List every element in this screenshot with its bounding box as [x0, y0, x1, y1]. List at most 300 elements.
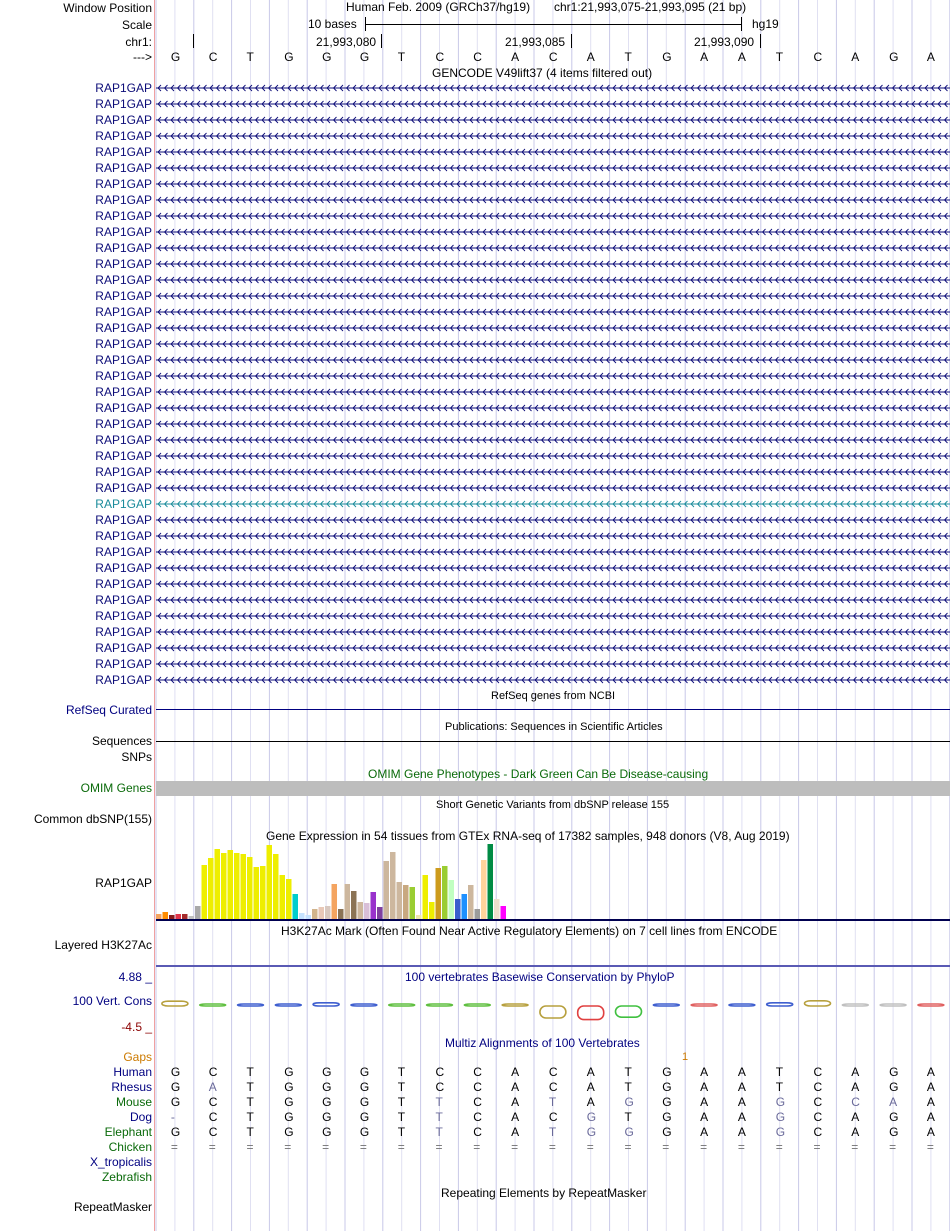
- aligned-base: T: [397, 1080, 406, 1094]
- aligned-base: A: [700, 1065, 709, 1079]
- gtex-bar-chart[interactable]: [156, 843, 950, 921]
- aligned-base: C: [548, 1065, 558, 1079]
- gencode-gene-label[interactable]: RAP1GAP: [95, 129, 152, 143]
- aligned-base: T: [624, 1065, 632, 1079]
- aligned-base: G: [170, 1080, 181, 1094]
- aligned-base: T: [548, 1095, 557, 1109]
- refseq-label[interactable]: RefSeq Curated: [65, 703, 152, 717]
- gtex-tissue-bar: [345, 884, 351, 919]
- gtex-tissue-bar: [312, 909, 318, 919]
- aligned-base: =: [322, 1140, 330, 1154]
- aligned-base: G: [322, 1110, 332, 1124]
- aligned-base: G: [889, 1125, 899, 1139]
- aligned-base: A: [208, 1080, 217, 1094]
- aligned-base: T: [435, 1095, 443, 1109]
- gtex-tissue-bar: [371, 892, 377, 919]
- aligned-base: A: [511, 1095, 520, 1109]
- aligned-base: A: [851, 1080, 860, 1094]
- gtex-tissue-bar: [221, 853, 227, 919]
- base-letter: G: [889, 50, 899, 64]
- repeat-label[interactable]: RepeatMasker: [73, 1200, 152, 1214]
- base-letter: G: [359, 50, 370, 64]
- aligned-base: A: [737, 1080, 746, 1094]
- aligned-base: C: [473, 1125, 482, 1139]
- gencode-gene-label[interactable]: RAP1GAP: [95, 305, 152, 319]
- gencode-gene-label[interactable]: RAP1GAP: [95, 81, 152, 95]
- pubs-track-title[interactable]: Publications: Sequences in Scientific Articles: [445, 721, 663, 733]
- dbsnp-track-title[interactable]: Short Genetic Variants from dbSNP release 155: [436, 799, 670, 811]
- gencode-gene-label[interactable]: RAP1GAP: [95, 657, 152, 671]
- conservation-mark: [729, 1004, 755, 1006]
- gtex-tissue-bar: [293, 894, 299, 919]
- gencode-gene-label[interactable]: RAP1GAP: [95, 225, 152, 239]
- gtex-tissue-bar: [462, 894, 468, 919]
- gencode-gene-label[interactable]: RAP1GAP: [95, 401, 152, 415]
- conservation-mark: [918, 1004, 944, 1006]
- aligned-base: G: [359, 1080, 370, 1094]
- ruler-tick: [760, 34, 761, 48]
- aligned-base: =: [889, 1140, 897, 1154]
- gtex-tissue-bar: [358, 902, 364, 919]
- aligned-base: T: [775, 1080, 784, 1094]
- gtex-tissue-bar: [228, 850, 234, 919]
- pubs-line[interactable]: [156, 741, 950, 742]
- gtex-tissue-bar: [325, 906, 331, 919]
- gtex-tissue-bar: [260, 866, 266, 919]
- base-letter: G: [284, 50, 294, 64]
- h3k27-track-title[interactable]: H3K27Ac Mark (Often Found Near Active Regulatory Elements) on 7 cell lines from ENCODE: [281, 924, 778, 938]
- gtex-tissue-bar: [247, 857, 253, 919]
- aligned-base: C: [435, 1080, 445, 1094]
- aligned-base: G: [322, 1080, 332, 1094]
- conservation-mark: [880, 1004, 906, 1006]
- base-letter: A: [700, 50, 709, 64]
- gtex-tissue-bar: [319, 907, 325, 919]
- ruler-tick: [381, 34, 382, 48]
- gtex-tissue-bar: [494, 899, 500, 919]
- gtex-tissue-bar: [332, 884, 338, 919]
- aligned-base: T: [624, 1080, 632, 1094]
- gtex-tissue-bar: [468, 885, 474, 919]
- gtex-tissue-bar: [234, 853, 240, 919]
- gtex-tissue-bar: [455, 899, 461, 919]
- aligned-base: G: [662, 1095, 672, 1109]
- aligned-base: G: [284, 1080, 294, 1094]
- gtex-tissue-bar: [351, 891, 357, 919]
- aligned-base: G: [284, 1110, 294, 1124]
- conservation-mark: [427, 1004, 453, 1006]
- gaps-mark: 1: [682, 1051, 689, 1063]
- aligned-base: A: [851, 1125, 860, 1139]
- conservation-mark: [502, 1004, 528, 1006]
- aligned-base: A: [511, 1080, 520, 1094]
- base-letter: C: [435, 50, 445, 64]
- gtex-tissue-bar: [267, 845, 273, 919]
- aligned-base: T: [397, 1125, 406, 1139]
- aligned-base: A: [511, 1110, 520, 1124]
- strand-label: --->: [133, 50, 152, 64]
- aligned-base: A: [926, 1080, 935, 1094]
- aligned-base: G: [662, 1065, 672, 1079]
- gencode-gene-label[interactable]: RAP1GAP: [95, 609, 152, 623]
- base-letter: T: [246, 50, 254, 64]
- aligned-base: =: [246, 1140, 254, 1154]
- sequences-label[interactable]: Sequences: [91, 734, 152, 748]
- species-label[interactable]: Elephant: [104, 1125, 152, 1139]
- snps-label[interactable]: SNPs: [121, 750, 152, 764]
- aligned-base: A: [737, 1065, 746, 1079]
- aligned-base: C: [813, 1080, 823, 1094]
- aligned-base: C: [473, 1080, 482, 1094]
- aligned-base: C: [813, 1125, 823, 1139]
- gtex-tissue-bar: [195, 906, 201, 919]
- cons-label[interactable]: 100 Vert. Cons: [72, 994, 152, 1008]
- aligned-base: A: [700, 1080, 709, 1094]
- omim-label[interactable]: OMIM Genes: [80, 781, 152, 795]
- ruler-tick-label: 21,993,090: [694, 35, 755, 49]
- base-letter: A: [737, 50, 746, 64]
- aligned-base: C: [208, 1095, 218, 1109]
- gtex-tissue-bar: [286, 879, 292, 919]
- base-letter: T: [397, 50, 406, 64]
- aligned-base: G: [889, 1065, 899, 1079]
- gencode-gene-label[interactable]: RAP1GAP: [95, 545, 152, 559]
- gtex-tissue-bar: [488, 844, 494, 919]
- aligned-base: C: [435, 1065, 445, 1079]
- aligned-base: T: [624, 1110, 632, 1124]
- gtex-tissue-bar: [384, 861, 390, 919]
- aligned-base: T: [548, 1125, 557, 1139]
- gencode-gene-label[interactable]: RAP1GAP: [95, 289, 152, 303]
- gencode-gene-label[interactable]: RAP1GAP: [95, 561, 152, 575]
- gtex-tissue-bar: [410, 887, 416, 919]
- conservation-mark: [313, 1003, 339, 1006]
- gencode-gene-label[interactable]: RAP1GAP: [95, 593, 152, 607]
- gtex-tissue-bar: [423, 875, 429, 919]
- gencode-gene-label[interactable]: RAP1GAP: [95, 257, 152, 271]
- gtex-tissue-bar: [449, 880, 455, 919]
- scale-db: hg19: [752, 17, 779, 31]
- aligned-base: T: [397, 1095, 406, 1109]
- conservation-mark: [767, 1003, 793, 1006]
- aligned-base: =: [662, 1140, 670, 1154]
- gtex-tissue-bar: [338, 909, 344, 919]
- aligned-base: A: [737, 1095, 746, 1109]
- base-letter: A: [586, 50, 595, 64]
- aligned-base: T: [397, 1065, 406, 1079]
- aligned-base: =: [435, 1140, 443, 1154]
- aligned-base: =: [851, 1140, 859, 1154]
- gencode-gene-label[interactable]: RAP1GAP: [95, 417, 152, 431]
- species-label[interactable]: Mouse: [115, 1095, 152, 1109]
- species-label[interactable]: Chicken: [108, 1140, 152, 1154]
- conservation-mark: [578, 1006, 604, 1020]
- aligned-base: A: [851, 1110, 860, 1124]
- gtex-track-title[interactable]: Gene Expression in 54 tissues from GTEx RNA-seq of 17382 samples, 948 donors (V8, Aug 2019): [266, 829, 790, 843]
- aligned-base: T: [397, 1110, 406, 1124]
- aligned-base: =: [511, 1140, 519, 1154]
- ruler-tick: [571, 34, 572, 48]
- aligned-base: A: [586, 1095, 595, 1109]
- aligned-base: C: [548, 1080, 558, 1094]
- gencode-gene-label[interactable]: RAP1GAP: [95, 513, 152, 527]
- aligned-base: G: [359, 1065, 370, 1079]
- gaps-label[interactable]: Gaps: [123, 1050, 152, 1064]
- aligned-base: G: [322, 1095, 332, 1109]
- position-title: chr1:21,993,075-21,993,095 (21 bp): [554, 0, 747, 14]
- conservation-mark: [238, 1004, 264, 1006]
- aligned-base: G: [775, 1125, 786, 1139]
- gtex-tissue-bar: [481, 860, 487, 919]
- aligned-base: C: [473, 1095, 482, 1109]
- gtex-tissue-bar: [241, 854, 247, 919]
- conservation-mark: [842, 1004, 868, 1006]
- dbsnp-label[interactable]: Common dbSNP(155): [33, 812, 152, 826]
- base-letter: C: [473, 50, 482, 64]
- gencode-gene-label[interactable]: RAP1GAP: [95, 577, 152, 591]
- aligned-base: G: [359, 1095, 370, 1109]
- aligned-base: =: [284, 1140, 292, 1154]
- gencode-track-title[interactable]: GENCODE V49lift37 (4 items filtered out): [432, 66, 653, 80]
- aligned-base: A: [700, 1095, 709, 1109]
- scale-text: 10 bases: [308, 17, 357, 31]
- aligned-base: A: [737, 1110, 746, 1124]
- aligned-base: G: [775, 1095, 786, 1109]
- ruler-tick-left: [193, 34, 194, 48]
- cons-min-label: -4.5 _: [121, 1020, 152, 1034]
- conservation-logo[interactable]: [156, 984, 950, 1030]
- aligned-base: A: [511, 1125, 520, 1139]
- aligned-base: =: [813, 1140, 821, 1154]
- gencode-gene-label[interactable]: RAP1GAP: [95, 481, 152, 495]
- gtex-tissue-bar: [501, 906, 507, 919]
- aligned-base: G: [662, 1125, 672, 1139]
- gencode-gene-label[interactable]: RAP1GAP: [95, 241, 152, 255]
- aligned-base: A: [700, 1125, 709, 1139]
- gencode-gene-label[interactable]: RAP1GAP: [95, 625, 152, 639]
- gencode-gene-label[interactable]: RAP1GAP: [95, 209, 152, 223]
- gencode-gene-label[interactable]: RAP1GAP: [95, 177, 152, 191]
- gencode-gene-label[interactable]: RAP1GAP: [95, 273, 152, 287]
- aligned-base: C: [473, 1110, 482, 1124]
- gtex-tissue-bar: [364, 903, 370, 919]
- gtex-tissue-bar: [397, 882, 403, 919]
- aligned-base: G: [662, 1110, 672, 1124]
- h3k27-label[interactable]: Layered H3K27Ac: [54, 938, 152, 952]
- aligned-base: =: [624, 1140, 632, 1154]
- aligned-base: =: [775, 1140, 783, 1154]
- cons-track-title[interactable]: 100 vertebrates Basewise Conservation by PhyloP: [405, 970, 675, 984]
- aligned-base: =: [737, 1140, 745, 1154]
- gencode-gene-label[interactable]: RAP1GAP: [95, 353, 152, 367]
- omim-feature-bar[interactable]: [156, 781, 950, 796]
- gencode-gene-label[interactable]: RAP1GAP: [95, 529, 152, 543]
- base-letter: G: [322, 50, 332, 64]
- aligned-base: C: [208, 1110, 218, 1124]
- gencode-gene-label[interactable]: RAP1GAP: [95, 641, 152, 655]
- aligned-base: C: [813, 1110, 823, 1124]
- aligned-base: A: [926, 1125, 935, 1139]
- aligned-base: A: [926, 1095, 935, 1109]
- aligned-base: G: [624, 1095, 634, 1109]
- aligned-base: G: [170, 1065, 181, 1079]
- gencode-gene-label[interactable]: RAP1GAP: [95, 337, 152, 351]
- aligned-base: A: [889, 1095, 898, 1109]
- aligned-base: =: [700, 1140, 708, 1154]
- aligned-base: T: [246, 1065, 254, 1079]
- aligned-base: G: [662, 1080, 672, 1094]
- refseq-track-title[interactable]: RefSeq genes from NCBI: [491, 690, 616, 702]
- aligned-base: C: [208, 1125, 218, 1139]
- aligned-base: G: [889, 1110, 899, 1124]
- aligned-base: -: [170, 1110, 175, 1124]
- gtex-tissue-bar: [429, 902, 435, 919]
- conservation-mark: [275, 1004, 301, 1006]
- base-letter: C: [208, 50, 218, 64]
- gencode-gene-label[interactable]: RAP1GAP: [95, 97, 152, 111]
- conservation-mark: [653, 1004, 679, 1006]
- scale-label: Scale: [121, 18, 152, 32]
- scale-bar-right-tick: [741, 17, 742, 31]
- gencode-gene-label[interactable]: RAP1GAP: [95, 385, 152, 399]
- gtex-label[interactable]: RAP1GAP: [95, 876, 152, 890]
- gtex-tissue-bar: [436, 868, 442, 919]
- gencode-gene-label[interactable]: RAP1GAP: [95, 145, 152, 159]
- gtex-baseline: [156, 919, 950, 921]
- gtex-tissue-bar: [254, 867, 260, 919]
- gencode-gene-label[interactable]: RAP1GAP: [95, 449, 152, 463]
- gencode-gene-label[interactable]: RAP1GAP: [95, 161, 152, 175]
- aligned-base: G: [322, 1125, 332, 1139]
- conservation-mark: [616, 1006, 642, 1017]
- h3k27-signal-line[interactable]: [156, 965, 950, 967]
- conservation-mark: [540, 1006, 566, 1018]
- aligned-base: G: [624, 1125, 634, 1139]
- assembly-title: Human Feb. 2009 (GRCh37/hg19): [346, 0, 531, 14]
- aligned-base: A: [511, 1065, 520, 1079]
- gtex-tissue-bar: [442, 866, 448, 919]
- base-letter: C: [813, 50, 823, 64]
- gtex-tissue-bar: [280, 875, 286, 919]
- aligned-base: =: [473, 1140, 481, 1154]
- aligned-base: G: [359, 1110, 370, 1124]
- aligned-base: C: [473, 1065, 482, 1079]
- scale-bar-left-tick: [365, 17, 366, 31]
- species-label[interactable]: Human: [113, 1065, 152, 1079]
- omim-track-title[interactable]: OMIM Gene Phenotypes - Dark Green Can Be Disease-causing: [368, 767, 709, 781]
- aligned-base: G: [775, 1110, 786, 1124]
- gencode-gene-label[interactable]: RAP1GAP: [95, 673, 152, 687]
- aligned-base: A: [586, 1065, 595, 1079]
- aligned-base: T: [246, 1125, 254, 1139]
- species-label[interactable]: X_tropicalis: [89, 1155, 152, 1169]
- base-letter: A: [926, 50, 935, 64]
- base-letter: T: [624, 50, 632, 64]
- gencode-gene-label[interactable]: RAP1GAP: [95, 465, 152, 479]
- base-letter: G: [662, 50, 672, 64]
- aligned-base: A: [700, 1110, 709, 1124]
- conservation-mark: [162, 1001, 188, 1006]
- aligned-base: T: [775, 1065, 784, 1079]
- aligned-base: =: [208, 1140, 216, 1154]
- gtex-tissue-bar: [208, 858, 214, 919]
- gtex-tissue-bar: [403, 885, 409, 919]
- scale-bar: [365, 24, 741, 25]
- aligned-base: =: [548, 1140, 556, 1154]
- base-letter: T: [775, 50, 784, 64]
- refseq-line[interactable]: [156, 709, 950, 710]
- aligned-base: G: [284, 1125, 294, 1139]
- species-label[interactable]: Dog: [129, 1110, 152, 1124]
- aligned-base: G: [170, 1125, 181, 1139]
- aligned-base: C: [208, 1065, 218, 1079]
- aligned-base: T: [435, 1110, 443, 1124]
- gtex-tissue-bar: [475, 909, 481, 919]
- gencode-features[interactable]: [156, 80, 950, 690]
- aligned-base: G: [322, 1065, 332, 1079]
- aligned-base: G: [170, 1095, 181, 1109]
- aligned-base: G: [284, 1065, 294, 1079]
- aligned-base: G: [586, 1125, 597, 1139]
- aligned-base: A: [586, 1080, 595, 1094]
- aligned-base: C: [851, 1095, 860, 1109]
- aligned-base: G: [284, 1095, 294, 1109]
- aligned-base: A: [926, 1110, 935, 1124]
- base-letter: C: [548, 50, 558, 64]
- aligned-base: A: [926, 1065, 935, 1079]
- aligned-base: T: [246, 1095, 254, 1109]
- aligned-base: =: [359, 1140, 367, 1154]
- gtex-tissue-bar: [273, 854, 279, 919]
- base-letter: A: [511, 50, 520, 64]
- gtex-tissue-bar: [377, 907, 383, 919]
- gencode-gene-label[interactable]: RAP1GAP: [95, 433, 152, 447]
- species-label[interactable]: Zebrafish: [101, 1170, 152, 1184]
- aligned-base: C: [813, 1065, 823, 1079]
- multiz-track-title[interactable]: Multiz Alignments of 100 Vertebrates: [445, 1036, 640, 1050]
- aligned-base: G: [889, 1080, 899, 1094]
- conservation-mark: [389, 1004, 415, 1006]
- gtex-tissue-bar: [390, 852, 396, 919]
- gtex-tissue-bar: [215, 849, 221, 919]
- window-position-label: Window Position: [63, 1, 152, 15]
- gencode-gene-label[interactable]: RAP1GAP: [95, 113, 152, 127]
- gtex-tissue-bar: [163, 912, 169, 919]
- repeat-track-title[interactable]: Repeating Elements by RepeatMasker: [441, 1186, 647, 1200]
- ruler-tick-label: 21,993,085: [505, 35, 566, 49]
- gencode-gene-label[interactable]: RAP1GAP: [95, 321, 152, 335]
- gencode-gene-label[interactable]: RAP1GAP: [95, 497, 152, 511]
- base-letter: G: [170, 50, 181, 64]
- conservation-mark: [464, 1004, 490, 1006]
- aligned-base: =: [926, 1140, 934, 1154]
- chrom-label: chr1:: [125, 35, 152, 49]
- conservation-mark: [200, 1004, 226, 1006]
- gencode-gene-label[interactable]: RAP1GAP: [95, 193, 152, 207]
- aligned-base: C: [813, 1095, 823, 1109]
- conservation-mark: [805, 1001, 831, 1006]
- aligned-base: A: [851, 1065, 860, 1079]
- gencode-gene-label[interactable]: RAP1GAP: [95, 369, 152, 383]
- aligned-base: A: [737, 1125, 746, 1139]
- aligned-base: T: [246, 1110, 254, 1124]
- conservation-mark: [351, 1004, 377, 1006]
- aligned-base: G: [359, 1125, 370, 1139]
- base-letter: A: [851, 50, 860, 64]
- aligned-base: =: [170, 1140, 178, 1154]
- species-label[interactable]: Rhesus: [111, 1080, 152, 1094]
- aligned-base: =: [586, 1140, 594, 1154]
